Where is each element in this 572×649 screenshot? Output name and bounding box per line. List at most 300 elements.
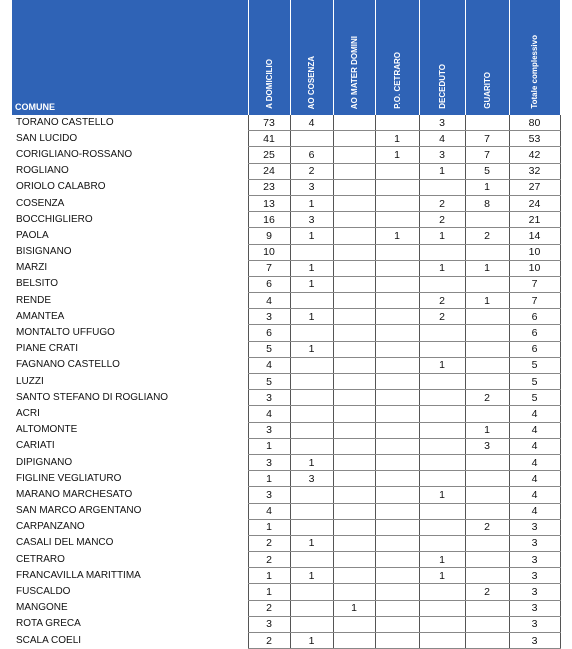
cell-po-cetraro xyxy=(375,503,419,519)
cell-totale: 27 xyxy=(509,179,560,195)
cell-po-cetraro xyxy=(375,535,419,551)
cell-ao-mater-domini xyxy=(333,519,375,535)
cell-a-domicilio: 24 xyxy=(248,163,290,179)
cell-ao-mater-domini xyxy=(333,616,375,632)
comune-name: ORIOLO CALABRO xyxy=(16,181,106,193)
comune-name: DIPIGNANO xyxy=(16,456,73,468)
cell-guarito xyxy=(465,487,509,503)
comune-name: FAGNANO CASTELLO xyxy=(16,359,120,371)
table-row xyxy=(12,454,560,470)
cell-ao-mater-domini xyxy=(333,309,375,325)
comune-name: TORANO CASTELLO xyxy=(16,116,114,128)
cell-po-cetraro xyxy=(375,422,419,438)
cell-ao-cosenza xyxy=(290,244,333,260)
cell-a-domicilio: 23 xyxy=(248,179,290,195)
cell-po-cetraro xyxy=(375,374,419,390)
comune-name: CORIGLIANO-ROSSANO xyxy=(16,148,133,160)
cell-a-domicilio: 3 xyxy=(248,309,290,325)
column-header-totale: Totale complessivo xyxy=(509,0,560,115)
cell-ao-cosenza: 1 xyxy=(290,341,333,357)
cell-ao-cosenza: 1 xyxy=(290,228,333,244)
cell-po-cetraro xyxy=(375,519,419,535)
cell-po-cetraro xyxy=(375,309,419,325)
cell-po-cetraro xyxy=(375,487,419,503)
cell-po-cetraro xyxy=(375,212,419,228)
comune-name: CARIATI xyxy=(16,440,55,452)
column-header-comune: COMUNE xyxy=(12,0,248,115)
table-row xyxy=(12,341,560,357)
cell-a-domicilio: 4 xyxy=(248,357,290,373)
cell-totale: 3 xyxy=(509,616,560,632)
cell-deceduto: 1 xyxy=(419,568,465,584)
cell-totale: 10 xyxy=(509,244,560,260)
comune-name: RENDE xyxy=(16,294,52,306)
cell-ao-cosenza xyxy=(290,519,333,535)
cell-a-domicilio: 6 xyxy=(248,325,290,341)
cell-ao-mater-domini xyxy=(333,115,375,131)
cell-ao-cosenza xyxy=(290,552,333,568)
cell-a-domicilio: 3 xyxy=(248,422,290,438)
cell-ao-cosenza: 1 xyxy=(290,276,333,292)
table-row xyxy=(12,633,560,649)
comune-name: AMANTEA xyxy=(16,310,65,322)
cell-totale: 4 xyxy=(509,422,560,438)
table-row xyxy=(12,325,560,341)
cell-guarito: 3 xyxy=(465,438,509,454)
cell-ao-cosenza: 1 xyxy=(290,260,333,276)
cell-guarito: 2 xyxy=(465,228,509,244)
table-row xyxy=(12,487,560,503)
cell-totale: 4 xyxy=(509,503,560,519)
cell-guarito: 2 xyxy=(465,519,509,535)
cell-guarito xyxy=(465,244,509,260)
cell-po-cetraro xyxy=(375,179,419,195)
comune-name: LUZZI xyxy=(16,375,44,387)
cell-guarito xyxy=(465,600,509,616)
cell-a-domicilio: 5 xyxy=(248,374,290,390)
cell-ao-cosenza: 1 xyxy=(290,633,333,649)
cell-deceduto xyxy=(419,276,465,292)
cell-deceduto xyxy=(419,179,465,195)
cell-ao-cosenza: 3 xyxy=(290,179,333,195)
cell-po-cetraro: 1 xyxy=(375,147,419,163)
cell-guarito xyxy=(465,503,509,519)
table-row xyxy=(12,131,560,147)
cell-ao-mater-domini xyxy=(333,325,375,341)
table-row xyxy=(12,147,560,163)
cell-deceduto: 1 xyxy=(419,357,465,373)
cell-guarito xyxy=(465,633,509,649)
cell-ao-mater-domini xyxy=(333,503,375,519)
column-header-guarito: GUARITO xyxy=(465,0,509,115)
table-row xyxy=(12,616,560,632)
cell-ao-mater-domini xyxy=(333,195,375,211)
cell-a-domicilio: 4 xyxy=(248,406,290,422)
cell-ao-cosenza xyxy=(290,584,333,600)
cell-totale: 53 xyxy=(509,131,560,147)
table-row xyxy=(12,422,560,438)
comune-name: ALTOMONTE xyxy=(16,424,78,436)
cell-deceduto xyxy=(419,406,465,422)
cell-po-cetraro: 1 xyxy=(375,131,419,147)
cell-ao-mater-domini xyxy=(333,390,375,406)
comune-name: FIGLINE VEGLIATURO xyxy=(16,472,122,484)
cell-deceduto xyxy=(419,471,465,487)
comune-name: SAN LUCIDO xyxy=(16,132,78,144)
table-row xyxy=(12,163,560,179)
cell-po-cetraro xyxy=(375,390,419,406)
cell-deceduto: 1 xyxy=(419,163,465,179)
cell-deceduto xyxy=(419,422,465,438)
cell-guarito: 1 xyxy=(465,179,509,195)
comune-name: MONTALTO UFFUGO xyxy=(16,327,115,339)
cell-totale: 4 xyxy=(509,487,560,503)
comune-name: ROGLIANO xyxy=(16,165,69,177)
comune-name: ACRI xyxy=(16,407,40,419)
cell-deceduto xyxy=(419,374,465,390)
cell-a-domicilio: 5 xyxy=(248,341,290,357)
cell-ao-mater-domini xyxy=(333,228,375,244)
comune-name: BISIGNANO xyxy=(16,246,72,258)
cell-guarito xyxy=(465,341,509,357)
cell-ao-mater-domini xyxy=(333,357,375,373)
cell-totale: 7 xyxy=(509,293,560,309)
cell-guarito: 1 xyxy=(465,260,509,276)
cell-deceduto xyxy=(419,503,465,519)
cell-ao-cosenza: 6 xyxy=(290,147,333,163)
comune-name: BOCCHIGLIERO xyxy=(16,213,93,225)
cell-po-cetraro xyxy=(375,115,419,131)
cell-deceduto xyxy=(419,616,465,632)
cell-deceduto xyxy=(419,584,465,600)
cell-a-domicilio: 1 xyxy=(248,519,290,535)
cell-deceduto: 3 xyxy=(419,147,465,163)
comune-name: SAN MARCO ARGENTANO xyxy=(16,505,142,517)
table-row xyxy=(12,293,560,309)
cell-po-cetraro xyxy=(375,584,419,600)
cell-totale: 14 xyxy=(509,228,560,244)
column-header-ao-cosenza: AO COSENZA xyxy=(290,0,333,115)
cell-a-domicilio: 41 xyxy=(248,131,290,147)
cell-po-cetraro xyxy=(375,293,419,309)
table-row xyxy=(12,503,560,519)
table-row xyxy=(12,535,560,551)
cell-ao-mater-domini xyxy=(333,633,375,649)
cell-ao-mater-domini xyxy=(333,487,375,503)
cell-a-domicilio: 1 xyxy=(248,584,290,600)
cell-a-domicilio: 3 xyxy=(248,487,290,503)
cell-a-domicilio: 3 xyxy=(248,454,290,470)
cell-ao-cosenza xyxy=(290,390,333,406)
cell-totale: 7 xyxy=(509,276,560,292)
cell-ao-mater-domini xyxy=(333,293,375,309)
cell-totale: 6 xyxy=(509,341,560,357)
cell-po-cetraro xyxy=(375,244,419,260)
cell-ao-cosenza xyxy=(290,487,333,503)
cell-deceduto xyxy=(419,454,465,470)
table-row xyxy=(12,244,560,260)
table-row xyxy=(12,228,560,244)
cell-ao-mater-domini xyxy=(333,438,375,454)
cell-a-domicilio: 3 xyxy=(248,616,290,632)
cell-guarito xyxy=(465,357,509,373)
cell-ao-mater-domini xyxy=(333,568,375,584)
table-row xyxy=(12,390,560,406)
cell-deceduto: 2 xyxy=(419,212,465,228)
cell-totale: 4 xyxy=(509,438,560,454)
cell-guarito: 7 xyxy=(465,131,509,147)
cell-deceduto: 2 xyxy=(419,309,465,325)
cell-guarito: 2 xyxy=(465,584,509,600)
cell-deceduto xyxy=(419,244,465,260)
comune-name: COSENZA xyxy=(16,197,65,209)
cell-ao-cosenza: 1 xyxy=(290,568,333,584)
column-header-ao-mater-domini: AO MATER DOMINI xyxy=(333,0,375,115)
cell-ao-cosenza: 3 xyxy=(290,471,333,487)
cell-ao-cosenza: 2 xyxy=(290,163,333,179)
cell-deceduto xyxy=(419,438,465,454)
cell-a-domicilio: 2 xyxy=(248,633,290,649)
cell-totale: 3 xyxy=(509,535,560,551)
comune-name: CETRARO xyxy=(16,553,65,565)
cell-po-cetraro xyxy=(375,357,419,373)
cell-ao-cosenza xyxy=(290,325,333,341)
cell-ao-mater-domini xyxy=(333,147,375,163)
table-row xyxy=(12,179,560,195)
cell-deceduto: 2 xyxy=(419,195,465,211)
cell-totale: 3 xyxy=(509,600,560,616)
cell-totale: 32 xyxy=(509,163,560,179)
cell-ao-mater-domini xyxy=(333,341,375,357)
cell-a-domicilio: 2 xyxy=(248,600,290,616)
cell-ao-mater-domini xyxy=(333,244,375,260)
cell-a-domicilio: 7 xyxy=(248,260,290,276)
table-row xyxy=(12,471,560,487)
cell-po-cetraro xyxy=(375,438,419,454)
cell-ao-cosenza xyxy=(290,374,333,390)
cell-deceduto: 1 xyxy=(419,228,465,244)
cell-deceduto: 3 xyxy=(419,115,465,131)
header-row xyxy=(12,0,560,115)
cell-totale: 3 xyxy=(509,633,560,649)
cell-ao-mater-domini xyxy=(333,374,375,390)
cell-guarito: 2 xyxy=(465,390,509,406)
cell-totale: 5 xyxy=(509,374,560,390)
cell-deceduto xyxy=(419,325,465,341)
cell-deceduto xyxy=(419,633,465,649)
cell-guarito xyxy=(465,406,509,422)
cell-a-domicilio: 1 xyxy=(248,471,290,487)
column-header-deceduto: DECEDUTO xyxy=(419,0,465,115)
table-row xyxy=(12,276,560,292)
cell-po-cetraro xyxy=(375,616,419,632)
cell-ao-cosenza xyxy=(290,406,333,422)
cell-ao-cosenza: 1 xyxy=(290,309,333,325)
cell-ao-cosenza xyxy=(290,438,333,454)
cell-po-cetraro xyxy=(375,568,419,584)
cell-a-domicilio: 2 xyxy=(248,535,290,551)
cell-totale: 5 xyxy=(509,390,560,406)
cell-deceduto: 4 xyxy=(419,131,465,147)
cell-po-cetraro xyxy=(375,163,419,179)
cell-po-cetraro xyxy=(375,633,419,649)
cell-totale: 4 xyxy=(509,406,560,422)
cell-totale: 42 xyxy=(509,147,560,163)
cell-a-domicilio: 13 xyxy=(248,195,290,211)
cell-a-domicilio: 6 xyxy=(248,276,290,292)
cell-po-cetraro: 1 xyxy=(375,228,419,244)
table-row xyxy=(12,357,560,373)
cell-guarito: 7 xyxy=(465,147,509,163)
cell-ao-mater-domini xyxy=(333,535,375,551)
cell-guarito: 5 xyxy=(465,163,509,179)
cell-totale: 21 xyxy=(509,212,560,228)
cell-totale: 6 xyxy=(509,325,560,341)
cell-ao-mater-domini xyxy=(333,212,375,228)
cell-po-cetraro xyxy=(375,600,419,616)
cell-ao-mater-domini xyxy=(333,552,375,568)
cell-ao-cosenza: 3 xyxy=(290,212,333,228)
cell-ao-mater-domini xyxy=(333,471,375,487)
cell-a-domicilio: 9 xyxy=(248,228,290,244)
cell-ao-cosenza xyxy=(290,503,333,519)
cell-po-cetraro xyxy=(375,325,419,341)
comune-name: FUSCALDO xyxy=(16,586,71,598)
cell-po-cetraro xyxy=(375,341,419,357)
cell-a-domicilio: 73 xyxy=(248,115,290,131)
cell-ao-mater-domini xyxy=(333,584,375,600)
cell-ao-cosenza: 1 xyxy=(290,195,333,211)
cell-guarito: 8 xyxy=(465,195,509,211)
comune-name: FRANCAVILLA MARITTIMA xyxy=(16,569,141,581)
cell-deceduto: 2 xyxy=(419,293,465,309)
cell-ao-mater-domini xyxy=(333,260,375,276)
cell-a-domicilio: 1 xyxy=(248,568,290,584)
cell-ao-mater-domini xyxy=(333,131,375,147)
comune-name: CARPANZANO xyxy=(16,521,85,533)
cell-ao-cosenza: 1 xyxy=(290,535,333,551)
cell-guarito xyxy=(465,325,509,341)
cell-guarito xyxy=(465,212,509,228)
cell-guarito xyxy=(465,115,509,131)
cell-totale: 3 xyxy=(509,519,560,535)
cell-ao-mater-domini xyxy=(333,179,375,195)
cell-deceduto: 1 xyxy=(419,487,465,503)
cell-ao-mater-domini xyxy=(333,163,375,179)
cell-deceduto xyxy=(419,341,465,357)
cell-ao-mater-domini xyxy=(333,406,375,422)
comune-name: MARZI xyxy=(16,262,48,274)
table-row xyxy=(12,309,560,325)
comune-name: CASALI DEL MANCO xyxy=(16,537,114,549)
cell-a-domicilio: 3 xyxy=(248,390,290,406)
cell-totale: 10 xyxy=(509,260,560,276)
cell-po-cetraro xyxy=(375,454,419,470)
cell-a-domicilio: 4 xyxy=(248,293,290,309)
table-row xyxy=(12,406,560,422)
cell-ao-cosenza xyxy=(290,131,333,147)
cell-po-cetraro xyxy=(375,552,419,568)
cell-deceduto xyxy=(419,390,465,406)
comune-name: MARANO MARCHESATO xyxy=(16,488,133,500)
table-row xyxy=(12,584,560,600)
table-row xyxy=(12,600,560,616)
cell-guarito: 1 xyxy=(465,293,509,309)
cell-guarito xyxy=(465,454,509,470)
cell-totale: 3 xyxy=(509,584,560,600)
cell-a-domicilio: 2 xyxy=(248,552,290,568)
cell-ao-cosenza xyxy=(290,616,333,632)
cell-a-domicilio: 25 xyxy=(248,147,290,163)
table-row xyxy=(12,568,560,584)
cell-ao-mater-domini xyxy=(333,276,375,292)
cell-totale: 24 xyxy=(509,195,560,211)
cell-guarito xyxy=(465,616,509,632)
table-row xyxy=(12,438,560,454)
comune-name: ROTA GRECA xyxy=(16,618,81,630)
table-row xyxy=(12,115,560,131)
cell-ao-cosenza xyxy=(290,293,333,309)
column-header-a-domicilio: A DOMICILIO xyxy=(248,0,290,115)
table-row xyxy=(12,552,560,568)
cell-a-domicilio: 16 xyxy=(248,212,290,228)
cell-po-cetraro xyxy=(375,260,419,276)
table-row xyxy=(12,519,560,535)
comune-name: MANGONE xyxy=(16,602,68,614)
table-row xyxy=(12,374,560,390)
cell-deceduto: 1 xyxy=(419,260,465,276)
cell-a-domicilio: 1 xyxy=(248,438,290,454)
comune-name: PIANE CRATI xyxy=(16,343,79,355)
cell-po-cetraro xyxy=(375,195,419,211)
comune-name: PAOLA xyxy=(16,229,49,241)
table-body xyxy=(12,115,560,649)
cell-guarito xyxy=(465,309,509,325)
cell-totale: 3 xyxy=(509,552,560,568)
cell-ao-cosenza: 4 xyxy=(290,115,333,131)
cell-po-cetraro xyxy=(375,276,419,292)
cases-table xyxy=(12,0,561,649)
cell-totale: 5 xyxy=(509,357,560,373)
cell-ao-cosenza xyxy=(290,422,333,438)
cell-ao-cosenza xyxy=(290,357,333,373)
cell-a-domicilio: 4 xyxy=(248,503,290,519)
cell-guarito xyxy=(465,471,509,487)
table-row xyxy=(12,212,560,228)
cell-guarito: 1 xyxy=(465,422,509,438)
cell-ao-cosenza xyxy=(290,600,333,616)
cell-guarito xyxy=(465,374,509,390)
cell-a-domicilio: 10 xyxy=(248,244,290,260)
cell-deceduto: 1 xyxy=(419,552,465,568)
cell-ao-cosenza: 1 xyxy=(290,454,333,470)
cell-po-cetraro xyxy=(375,471,419,487)
cell-deceduto xyxy=(419,535,465,551)
cell-guarito xyxy=(465,568,509,584)
cell-guarito xyxy=(465,552,509,568)
cell-deceduto xyxy=(419,519,465,535)
table-row xyxy=(12,195,560,211)
cell-totale: 80 xyxy=(509,115,560,131)
cell-totale: 6 xyxy=(509,309,560,325)
cell-po-cetraro xyxy=(375,406,419,422)
cell-ao-mater-domini xyxy=(333,454,375,470)
comune-name: SANTO STEFANO DI ROGLIANO xyxy=(16,391,169,403)
cell-guarito xyxy=(465,535,509,551)
cell-deceduto xyxy=(419,600,465,616)
cell-ao-mater-domini xyxy=(333,422,375,438)
cell-guarito xyxy=(465,276,509,292)
